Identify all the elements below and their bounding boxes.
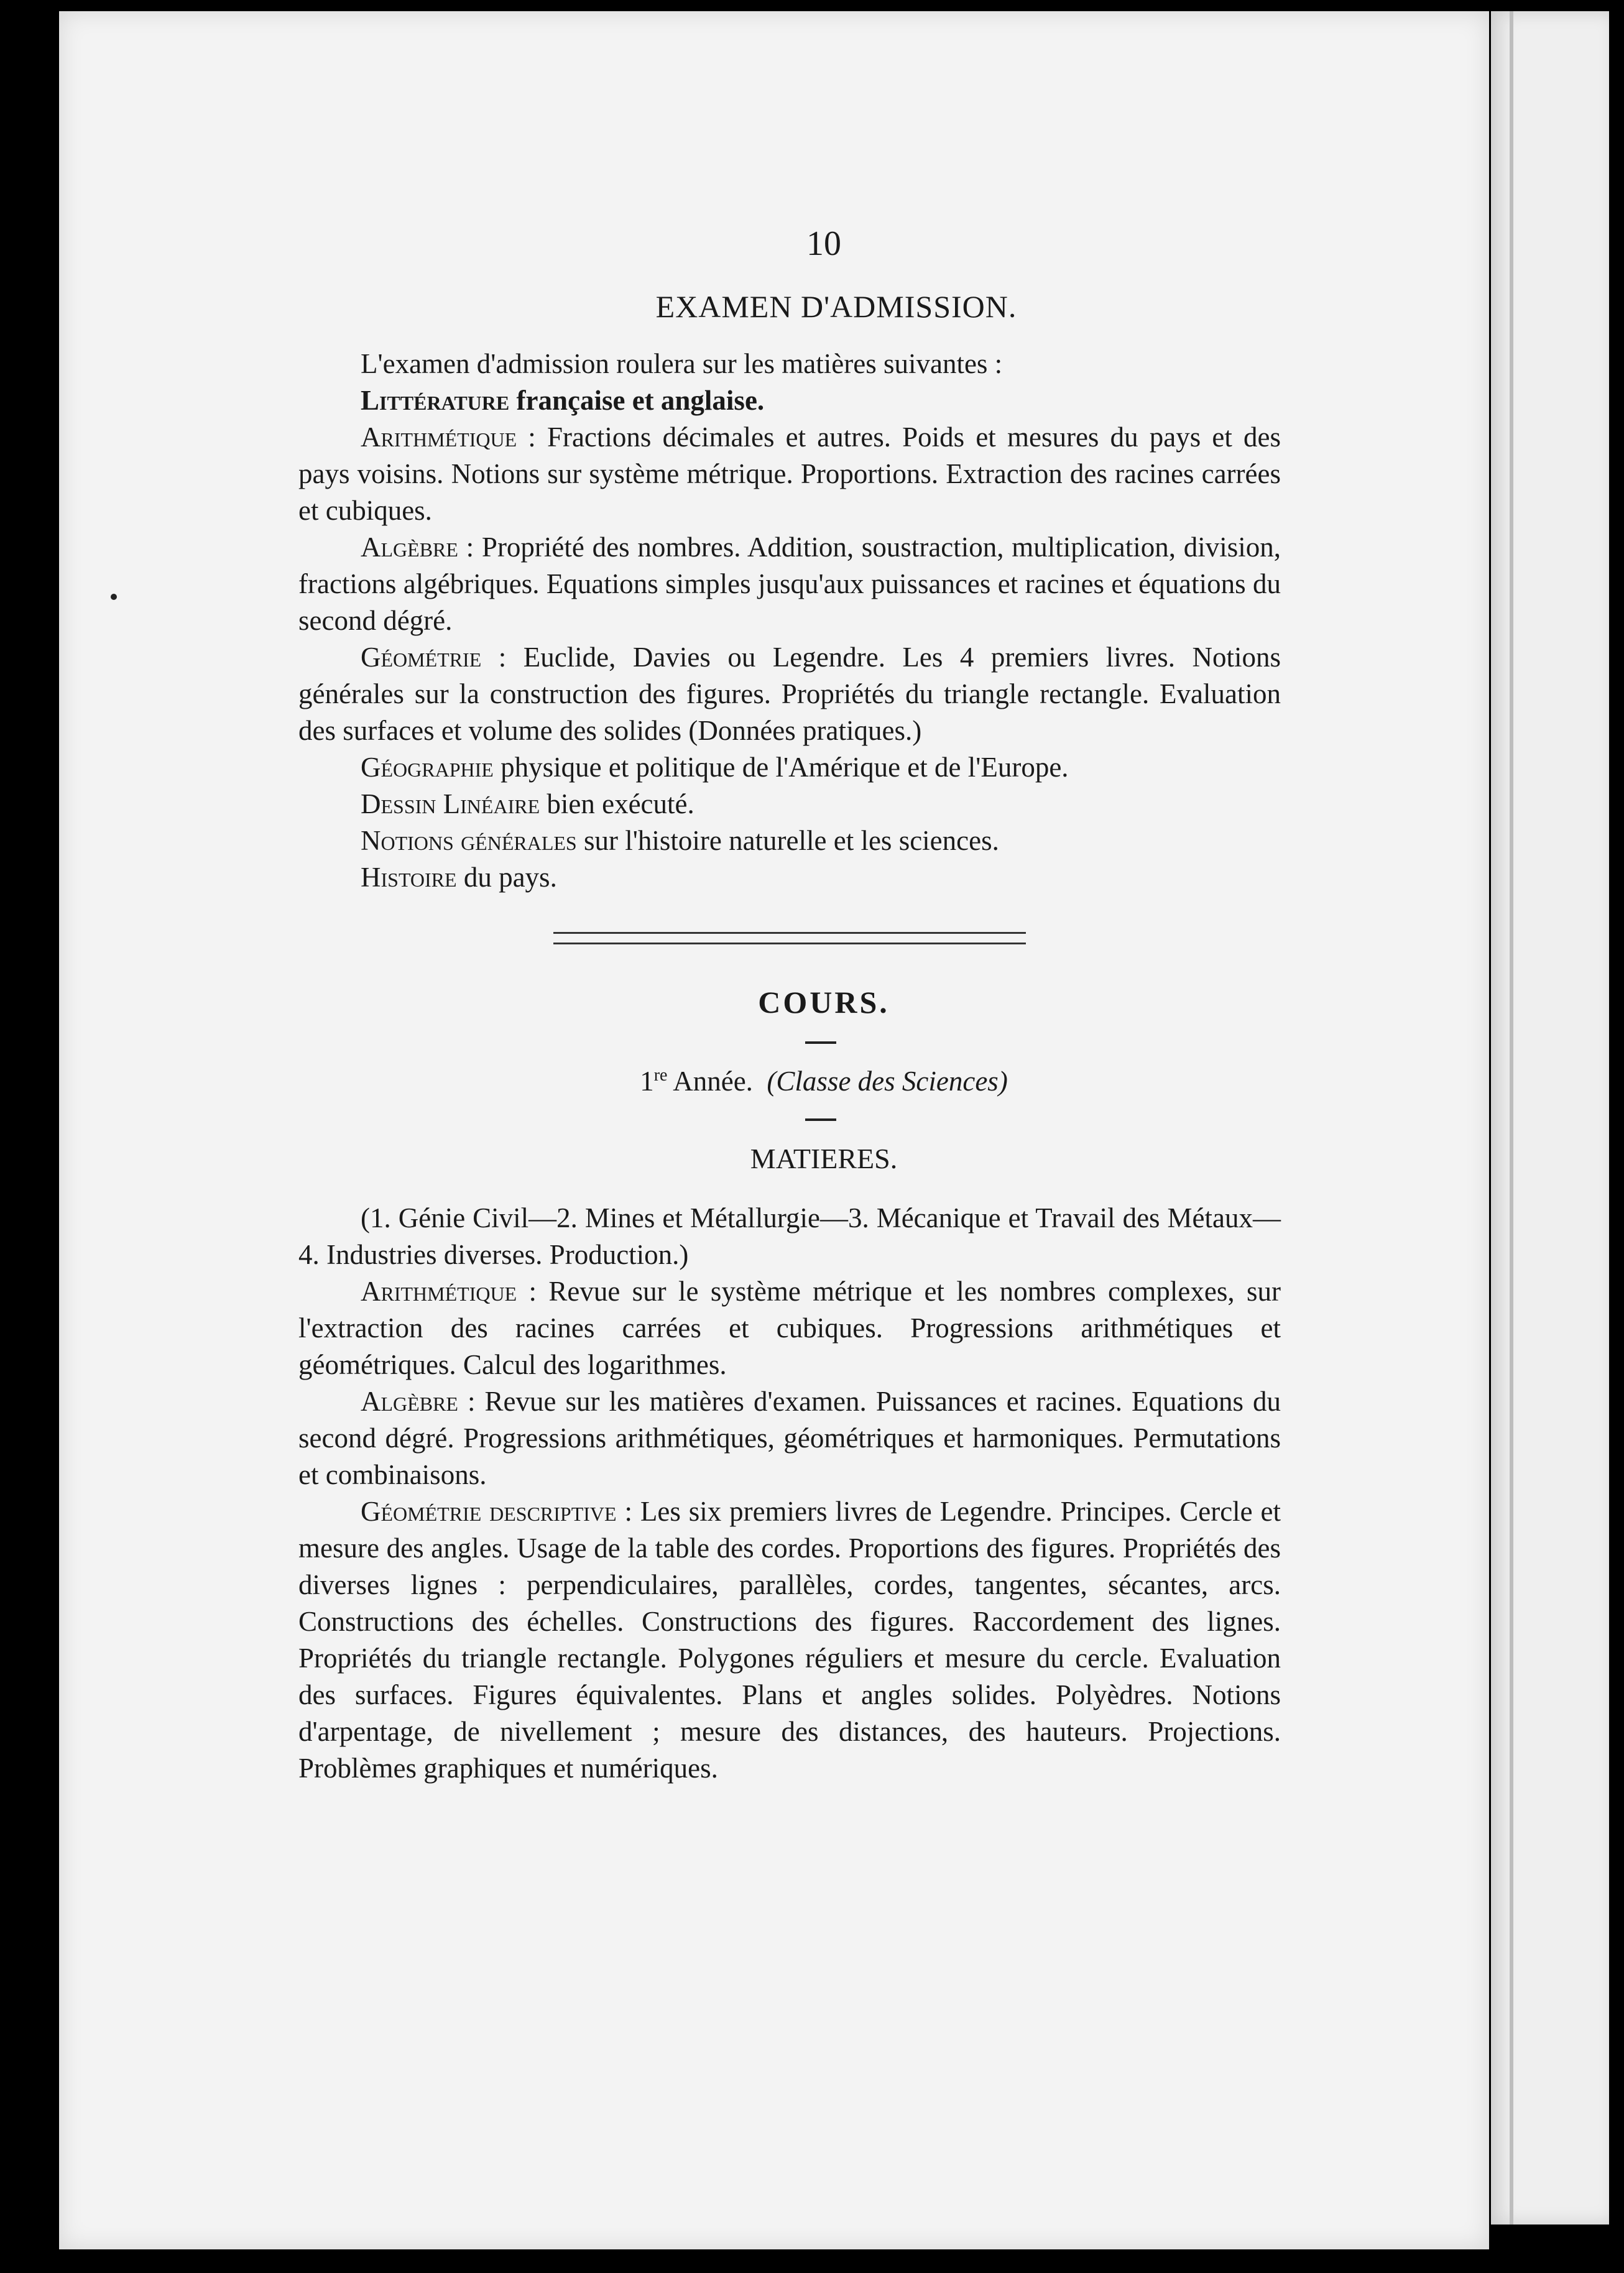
page-number: 10 (806, 224, 841, 263)
item-label: Littérature (361, 385, 510, 416)
dash-divider (805, 1041, 836, 1044)
cours-item-arithmetique (298, 1273, 1281, 1383)
page-fold-line (1510, 11, 1513, 2225)
item-label: Arithmétique (361, 422, 517, 453)
matieres-heading: MATIERES. (750, 1143, 898, 1174)
item-text: : Fractions décimales et autres. Poids et mesures du pays et des pays voisins. Notions sur système métrique. Proportions. Extraction des racines carrées et cubiques. (298, 422, 1281, 526)
examen-intro: L'examen d'admission roulera sur les matières suivantes : (361, 348, 1003, 379)
item-text: : Propriété des nombres. Addition, soustraction, multiplication, division, fractions algébriques. Equations simples jusqu'aux puissances et racines et équations du second dégré. (298, 532, 1281, 636)
year-number: 1 (640, 1066, 654, 1097)
speck-mark (111, 594, 117, 600)
examen-heading: EXAMEN D'ADMISSION. (655, 289, 1017, 324)
cours-item-geometrie-descriptive (298, 1493, 1281, 1787)
dash-divider (805, 1118, 836, 1121)
item-label: Histoire (361, 862, 457, 893)
cours-item-algebre (298, 1383, 1281, 1493)
item-text: physique et politique de l'Amérique et de l'Europe. (493, 752, 1069, 783)
item-text: : Revue sur le système métrique et les nombres complexes, sur l'extraction des racines carrées et cubiques. Progressions arithmétiques et géométriques. Calcul des logarithmes. (298, 1276, 1281, 1380)
item-text: bien exécuté. (540, 788, 694, 819)
item-label: Géométrie (361, 642, 482, 673)
page-content (298, 224, 1281, 1787)
examen-item-arithmetique (298, 419, 1281, 529)
examen-item-algebre (298, 529, 1281, 639)
item-label: Arithmétique (361, 1276, 517, 1307)
item-label: Géographie (361, 752, 494, 783)
item-label: Notions générales (361, 825, 577, 856)
item-text: : Revue sur les matières d'examen. Puissances et racines. Equations du second dégré. Progressions arithmétiques, géométriques et harmoniques. Permutations et combinaisons. (298, 1386, 1281, 1490)
year-class: (Classe des Sciences) (767, 1066, 1008, 1097)
next-page-edge (1491, 11, 1609, 2225)
item-label: Algèbre (361, 532, 458, 563)
examen-item-histoire (298, 859, 1281, 896)
examen-item-litterature (298, 382, 1281, 419)
year-superscript: re (653, 1066, 668, 1085)
examen-item-geometrie (298, 639, 1281, 749)
examen-item-dessin (298, 786, 1281, 823)
examen-item-notions (298, 823, 1281, 859)
year-word: Année. (667, 1066, 753, 1097)
item-text: : Euclide, Davies ou Legendre. Les 4 premiers livres. Notions générales sur la construction des figures. Propriétés du triangle rectangle. Evaluation des surfaces et volume des solides (Données pratiques.) (298, 642, 1281, 746)
item-label: Algèbre (361, 1386, 458, 1417)
year-line (298, 1065, 1281, 1097)
item-text: du pays. (456, 862, 557, 893)
item-text: française et anglaise. (509, 385, 765, 416)
examen-item-geographie (298, 749, 1281, 786)
section-divider (553, 932, 1026, 944)
cours-scope: (1. Génie Civil—2. Mines et Métallurgie—3. Mécanique et Travail des Métaux—4. Industries diverses. Production.) (298, 1202, 1281, 1270)
item-label: Géométrie descriptive (361, 1496, 617, 1527)
cours-heading: COURS. (758, 985, 890, 1020)
item-text: : Les six premiers livres de Legendre. Principes. Cercle et mesure des angles. Usage de la table des cordes. Proportions des figures. Propriétés des diverses lignes : perpendiculaires, parallèles, cordes, tangentes, sécantes, arcs. Constructions des échelles. Constructions des figures. Raccordement des lignes. Propriétés du triangle rectangle. Polygones réguliers et mesure du cercle. Evaluation des surfaces. Figures équivalentes. Plans et angles solides. Polyèdres. Notions d'arpentage, de nivellement ; mesure des distances, des hauteurs. Projections. Problèmes graphiques et numériques. (298, 1496, 1281, 1784)
item-text: sur l'histoire naturelle et les sciences. (576, 825, 999, 856)
item-label: Dessin Linéaire (361, 788, 540, 819)
